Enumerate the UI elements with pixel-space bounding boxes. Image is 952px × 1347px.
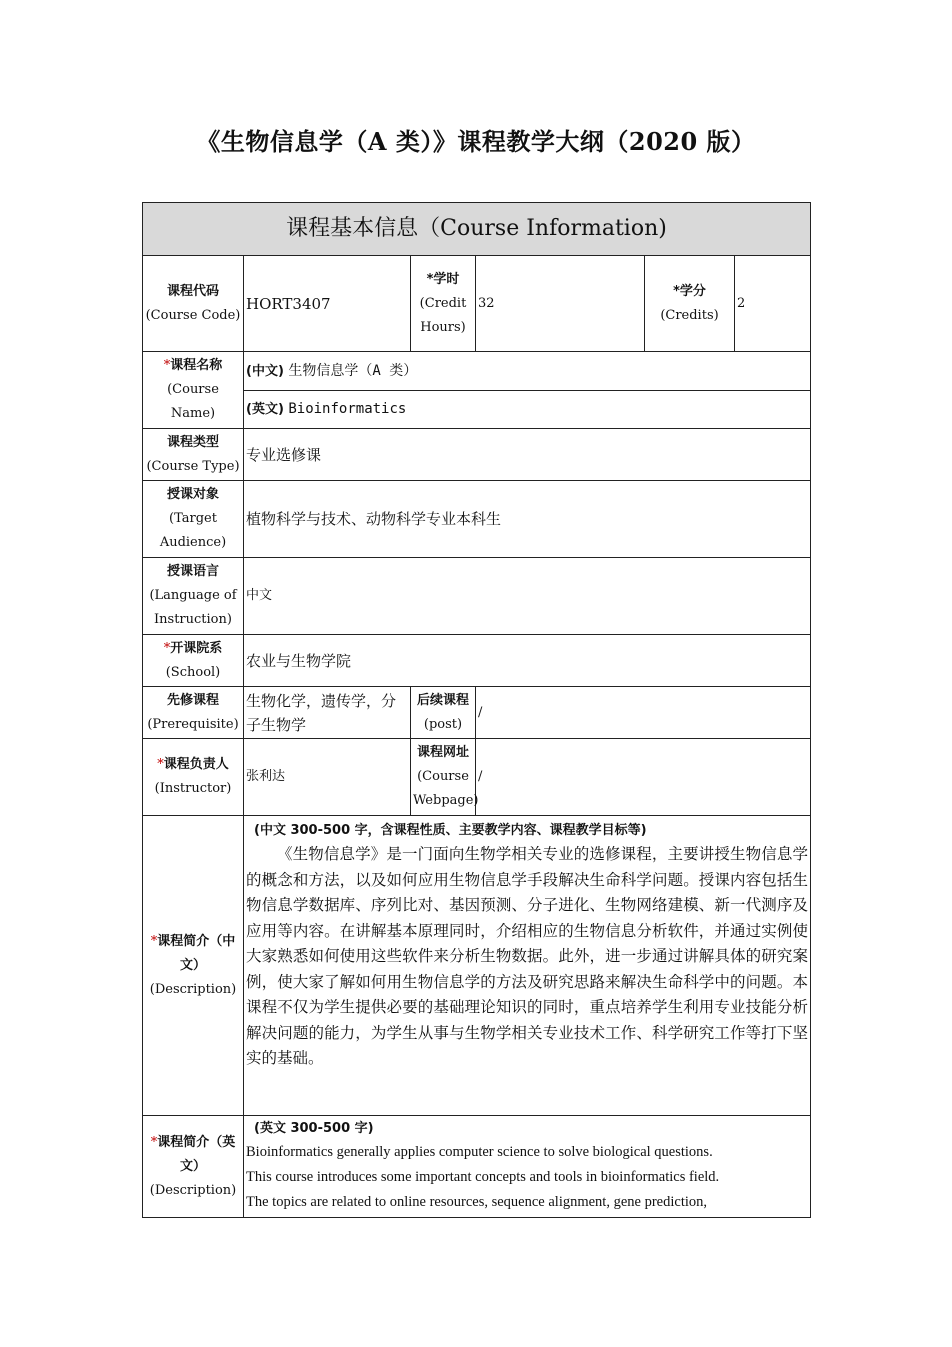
description-cn-label: *课程简介（中文） (Description)	[143, 816, 244, 1116]
school-label: *开课院系 (School)	[143, 635, 244, 687]
webpage-value: /	[476, 739, 811, 816]
audience-label: 授课对象 (Target Audience)	[143, 481, 244, 558]
course-code-value: HORT3407	[244, 256, 411, 352]
document-title: 《生物信息学（A 类）》课程教学大纲（2020 版）	[196, 127, 756, 156]
instructor-value: 张利达	[244, 739, 411, 816]
credits-value: 2	[735, 256, 811, 352]
table-header: 课程基本信息（Course Information)	[143, 203, 811, 256]
description-cn-value	[244, 816, 811, 1116]
course-name-cn: (中文) 生物信息学（A 类）	[244, 352, 811, 391]
course-code-label: 课程代码 (Course Code)	[143, 256, 244, 352]
course-info-table	[142, 202, 811, 1218]
description-en-label: *课程简介（英文） (Description)	[143, 1116, 244, 1218]
hours-label: *学时 (Credit Hours)	[411, 256, 476, 352]
hours-value: 32	[476, 256, 645, 352]
course-name-en: (英文) Bioinformatics	[244, 391, 811, 429]
instructor-label: *课程负责人 (Instructor)	[143, 739, 244, 816]
credits-label: *学分 (Credits)	[645, 256, 735, 352]
post-value: /	[476, 687, 811, 739]
description-cn-note: (中文 300-500 字，含课程性质、主要教学内容、课程教学目标等)	[254, 823, 647, 838]
description-en-note: (英文 300-500 字)	[254, 1121, 374, 1136]
post-label: 后续课程 (post)	[411, 687, 476, 739]
course-name-label: *课程名称 (Course Name)	[143, 352, 244, 429]
school-value: 农业与生物学院	[244, 635, 811, 687]
course-type-label: 课程类型 (Course Type)	[143, 429, 244, 481]
description-en-line: The topics are related to online resources, sequence alignment, gene prediction,	[246, 1194, 707, 1210]
language-label: 授课语言 (Language of Instruction)	[143, 558, 244, 635]
webpage-label: 课程网址 (Course Webpage)	[411, 739, 476, 816]
description-en-line: Bioinformatics generally applies computer science to solve biological questions.	[246, 1144, 713, 1160]
prerequisite-value: 生物化学，遗传学，分子生物学	[244, 687, 411, 739]
course-type-value: 专业选修课	[244, 429, 811, 481]
description-cn-text: 《生物信息学》是一门面向生物学相关专业的选修课程，主要讲授生物信息学的概念和方法，以及如何应用生物信息学手段解决生命科学问题。授课内容包括生物信息学数据库、序列比对、基因预测、分子进化、生物网络建模、新一代测序及应用等内容。在讲解基本原理同时，介绍相应的生物信息分析软件，并通过实例使大家熟悉如何使用这些软件来分析生物数据。此外，进一步通过讲解具体的研究案例，使大家了解如何用生物信息学的方法及研究思路来解决生命科学中的问题。本课程不仅为学生提供必要的基础理论知识的同时，重点培养学生利用专业技能分析解决问题的能力，为学生从事与生物学相关专业技术工作、科学研究工作等打下坚实的基础。	[246, 845, 808, 1067]
prerequisite-label: 先修课程 (Prerequisite)	[143, 687, 244, 739]
description-en-line: This course introduces some important concepts and tools in bioinformatics field.	[246, 1169, 720, 1185]
language-value: 中文	[244, 558, 811, 635]
description-en-value	[244, 1116, 811, 1218]
audience-value: 植物科学与技术、动物科学专业本科生	[244, 481, 811, 558]
